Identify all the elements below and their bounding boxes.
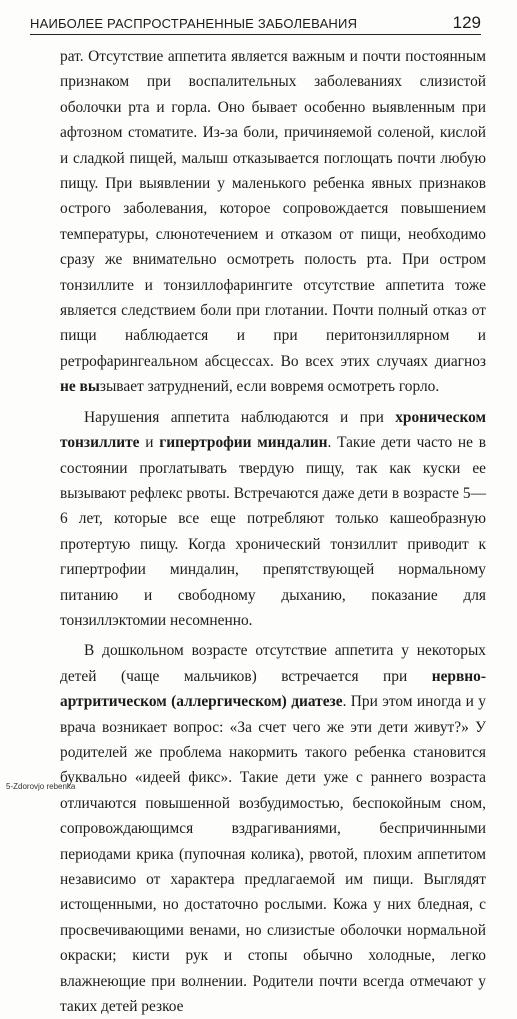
body-text	[60, 44, 486, 1019]
bold-term: гипертрофии миндалин	[159, 434, 328, 452]
paragraph	[60, 44, 486, 400]
text-run: В дошкольном возрасте отсутствие аппетита у некоторых детей (чаще мальчиков) встречается при	[60, 642, 486, 685]
running-header	[30, 8, 481, 35]
text-run: . Такие дети часто не в состоянии проглатывать твердую пищу, так как куски ее вызывают рефлекс рвоты. Встречаются даже дети в возрасте 5—6 лет, которые все еще потребляют только кашеобразную протертую пищу. Когда хронический тонзиллит приводит к гипертрофии миндалин, препятствующей нормальному питанию и свободному дыханию, показание для тонзиллэктомии несомненно.	[60, 434, 486, 629]
text-run: . При этом иногда и у врача возникает вопрос: «За счет чего же эти дети живут?» У родителей же проблема накормить такого ребенка становится буквально «идеей фикс». Такие дети уже с раннего возраста отличаются повышенной возбудимостью, беспокойным сном, сопровождающимся вздрагиваниями, беспричинными периодами крика (пупочная колика), рвотой, плохим аппетитом независимо от характера предлагаемой им пищи. Выглядят истощенными, но достаточно рослыми. Кожа у них бледная, с просвечивающими венами, но слизистые оболочки нормальной окраски; кисти рук и стопы обычно холодные, легко влажнеющие при волнении. Родители почти всегда отмечают у таких детей резкое	[60, 693, 486, 1016]
running-title: НАИБОЛЕЕ РАСПРОСТРАНЕННЫЕ ЗАБОЛЕВАНИЯ	[30, 16, 358, 31]
bold-term: нервно-артритическом (аллергическом) диатезе	[60, 667, 486, 711]
printer-signature: 5-Zdorovjo rebenka	[6, 782, 76, 791]
text-run: Нарушения аппетита наблюдаются и при	[84, 408, 396, 426]
text-run: рат. Отсутствие аппетита является важным и почти постоянным признаком при воспалительных заболеваниях слизистой оболочки рта и горла. Оно бывает особенно выявленным при афтозном стоматите. Из-за боли, причиняемой соленой, кислой и сладкой пищей, малыш отказывается поглощать почти любую пищу. При выявлении у маленького ребенка явных признаков острого заболевания, которое сопровождается повышением температуры, слюнотечением и отказом от пищи, необходимо сразу же внимательно осмотреть полость рта. При остром тонзиллите и тонзиллофарингите отсутствие аппетита тоже является следствием боли при глотании. Почти полный отказ от пищи наблюдается и при перитонзиллярном и ретрофарингеальном абсцессах. Во всех этих случаях диагноз	[60, 48, 486, 370]
bold-term: хроническом тонзиллите	[60, 408, 486, 452]
text-run: зывает затруднений, если вовремя осмотреть горло.	[99, 378, 440, 396]
paragraph	[60, 638, 486, 1019]
page-number: 129	[452, 13, 481, 32]
text-run: и	[139, 434, 160, 452]
paragraph	[60, 405, 486, 634]
bold-term: не вы	[60, 378, 100, 396]
